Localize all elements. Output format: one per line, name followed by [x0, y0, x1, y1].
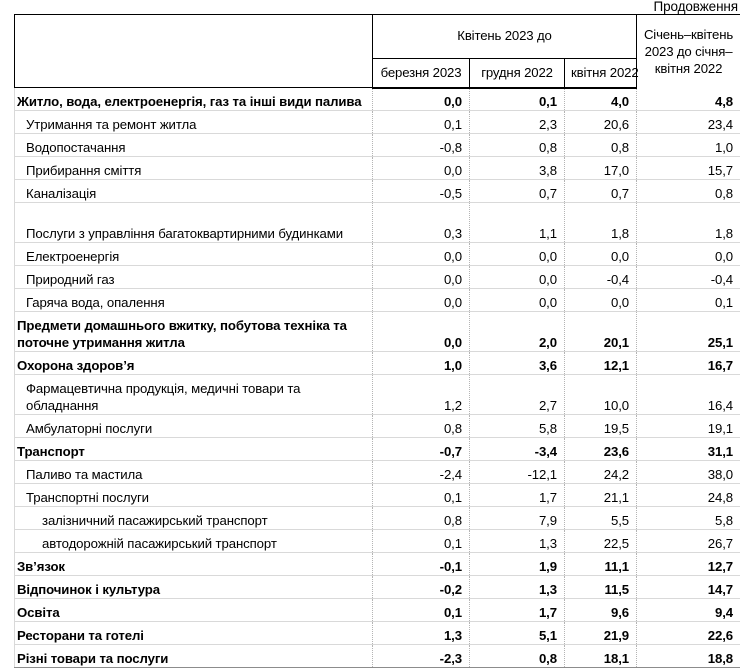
header-column-april-2022: квітня 2022	[565, 59, 637, 88]
row-value: 1,9	[470, 553, 565, 576]
row-value: 14,7	[637, 576, 740, 599]
row-value: 15,7	[637, 157, 740, 180]
row-label: Відпочинок і культура	[15, 576, 373, 599]
row-value: 1,3	[373, 622, 470, 645]
row-label: Транспортні послуги	[15, 484, 373, 507]
row-value: 2,3	[470, 111, 565, 134]
row-label: Електроенергія	[15, 243, 373, 266]
row-value: 0,1	[373, 484, 470, 507]
row-label: Гаряча вода, опалення	[15, 289, 373, 312]
row-label: Різні товари та послуги	[15, 645, 373, 668]
row-value: 9,6	[565, 599, 637, 622]
table-row	[15, 599, 740, 622]
row-value: 1,1	[470, 203, 565, 243]
row-value: 0,8	[565, 134, 637, 157]
row-value: -0,4	[565, 266, 637, 289]
header-column-december-2022: грудня 2022	[470, 59, 565, 88]
row-value: 0,0	[373, 312, 470, 352]
row-value: 0,1	[470, 88, 565, 111]
row-value: -0,4	[637, 266, 740, 289]
row-value: 0,0	[565, 289, 637, 312]
row-value: 10,0	[565, 375, 637, 415]
table-row	[15, 438, 740, 461]
row-value: -0,7	[373, 438, 470, 461]
row-value: -3,4	[470, 438, 565, 461]
row-value: 23,6	[565, 438, 637, 461]
table-row	[15, 289, 740, 312]
row-value: 0,7	[470, 180, 565, 203]
row-value: 0,8	[470, 645, 565, 668]
row-value: 2,7	[470, 375, 565, 415]
table-row	[15, 157, 740, 180]
row-value: 5,8	[470, 415, 565, 438]
row-value: 0,8	[373, 415, 470, 438]
row-label: Транспорт	[15, 438, 373, 461]
row-value: 24,2	[565, 461, 637, 484]
row-value: 23,4	[637, 111, 740, 134]
row-value: 1,7	[470, 599, 565, 622]
row-value: 1,0	[373, 352, 470, 375]
row-value: 18,1	[565, 645, 637, 668]
table-row	[15, 134, 740, 157]
row-label: Природний газ	[15, 266, 373, 289]
row-value: 17,0	[565, 157, 637, 180]
row-label: Освіта	[15, 599, 373, 622]
table-row	[15, 645, 740, 668]
row-value: 21,9	[565, 622, 637, 645]
table-row	[15, 415, 740, 438]
row-value: 38,0	[637, 461, 740, 484]
table-row	[15, 352, 740, 375]
row-value: 0,0	[373, 88, 470, 111]
row-value: 20,1	[565, 312, 637, 352]
row-value: -0,5	[373, 180, 470, 203]
row-value: 0,0	[565, 243, 637, 266]
table-row	[15, 266, 740, 289]
row-value: 1,3	[470, 530, 565, 553]
row-label: Охорона здоров’я	[15, 352, 373, 375]
table-row	[15, 507, 740, 530]
row-value: 5,8	[637, 507, 740, 530]
row-value: 22,6	[637, 622, 740, 645]
row-value: 11,5	[565, 576, 637, 599]
table-row	[15, 461, 740, 484]
row-label: Паливо та мастила	[15, 461, 373, 484]
row-label: Зв’язок	[15, 553, 373, 576]
row-label: Ресторани та готелі	[15, 622, 373, 645]
price-index-table	[14, 14, 740, 668]
price-index-table-container	[14, 14, 740, 668]
table-row	[15, 375, 740, 415]
row-value: 1,2	[373, 375, 470, 415]
row-value: 21,1	[565, 484, 637, 507]
row-value: 20,6	[565, 111, 637, 134]
row-value: 31,1	[637, 438, 740, 461]
row-value: 19,5	[565, 415, 637, 438]
row-label: Прибирання сміття	[15, 157, 373, 180]
row-label: автодорожній пасажирський транспорт	[15, 530, 373, 553]
row-value: 1,8	[637, 203, 740, 243]
row-value: 0,8	[470, 134, 565, 157]
header-column-cumulative: Січень–квітень 2023 до січня–квітня 2022	[637, 15, 740, 88]
row-value: 3,6	[470, 352, 565, 375]
row-value: 1,8	[565, 203, 637, 243]
header-group-april: Квітень 2023 до	[373, 15, 637, 59]
row-value: -2,4	[373, 461, 470, 484]
table-row	[15, 180, 740, 203]
row-value: 25,1	[637, 312, 740, 352]
table-row	[15, 576, 740, 599]
row-value: 12,7	[637, 553, 740, 576]
row-label: Послуги з управління багатоквартирними будинками	[15, 203, 373, 243]
row-value: 0,8	[373, 507, 470, 530]
header-row-groups	[15, 15, 740, 59]
row-value: 18,8	[637, 645, 740, 668]
table-row	[15, 243, 740, 266]
header-label-column	[15, 15, 373, 88]
row-label: Амбулаторні послуги	[15, 415, 373, 438]
row-value: 5,5	[565, 507, 637, 530]
row-value: 0,1	[373, 111, 470, 134]
row-value: 1,0	[637, 134, 740, 157]
row-value: 0,0	[373, 243, 470, 266]
table-row	[15, 484, 740, 507]
row-value: 0,7	[565, 180, 637, 203]
row-value: 1,7	[470, 484, 565, 507]
row-value: 4,0	[565, 88, 637, 111]
row-value: 0,0	[373, 157, 470, 180]
row-value: 2,0	[470, 312, 565, 352]
table-row	[15, 111, 740, 134]
row-value: 7,9	[470, 507, 565, 530]
row-value: 0,0	[470, 289, 565, 312]
row-value: 0,0	[373, 266, 470, 289]
row-value: 11,1	[565, 553, 637, 576]
table-body	[15, 88, 740, 668]
row-label: Фармацевтична продукція, медичні товари та обладнання	[15, 375, 373, 415]
row-value: 24,8	[637, 484, 740, 507]
row-label: Утримання та ремонт житла	[15, 111, 373, 134]
row-value: 0,0	[373, 289, 470, 312]
row-value: 22,5	[565, 530, 637, 553]
row-value: 1,3	[470, 576, 565, 599]
row-value: -0,8	[373, 134, 470, 157]
row-value: -2,3	[373, 645, 470, 668]
table-header	[15, 15, 740, 88]
row-value: 5,1	[470, 622, 565, 645]
header-column-march-2023: березня 2023	[373, 59, 470, 88]
row-value: 0,0	[637, 243, 740, 266]
table-row	[15, 530, 740, 553]
row-value: 0,1	[373, 599, 470, 622]
row-value: 0,8	[637, 180, 740, 203]
row-value: 9,4	[637, 599, 740, 622]
row-value: 3,8	[470, 157, 565, 180]
row-label: залізничний пасажирський транспорт	[15, 507, 373, 530]
row-value: 16,7	[637, 352, 740, 375]
row-value: 0,0	[470, 243, 565, 266]
row-value: -0,2	[373, 576, 470, 599]
row-value: -0,1	[373, 553, 470, 576]
table-row	[15, 622, 740, 645]
row-value: 0,1	[373, 530, 470, 553]
table-row	[15, 312, 740, 352]
table-row	[15, 553, 740, 576]
continuation-caption: Продовження	[0, 0, 740, 14]
row-value: 26,7	[637, 530, 740, 553]
table-row	[15, 88, 740, 111]
row-label: Житло, вода, електроенергія, газ та інші види палива	[15, 88, 373, 111]
row-value: 0,3	[373, 203, 470, 243]
row-value: 0,0	[470, 266, 565, 289]
table-row	[15, 203, 740, 243]
row-value: 0,1	[637, 289, 740, 312]
row-value: -12,1	[470, 461, 565, 484]
row-value: 12,1	[565, 352, 637, 375]
row-label: Каналізація	[15, 180, 373, 203]
row-value: 4,8	[637, 88, 740, 111]
row-label: Водопостачання	[15, 134, 373, 157]
row-label: Предмети домашнього вжитку, побутова техніка та поточне утримання житла	[15, 312, 373, 352]
row-value: 16,4	[637, 375, 740, 415]
row-value: 19,1	[637, 415, 740, 438]
